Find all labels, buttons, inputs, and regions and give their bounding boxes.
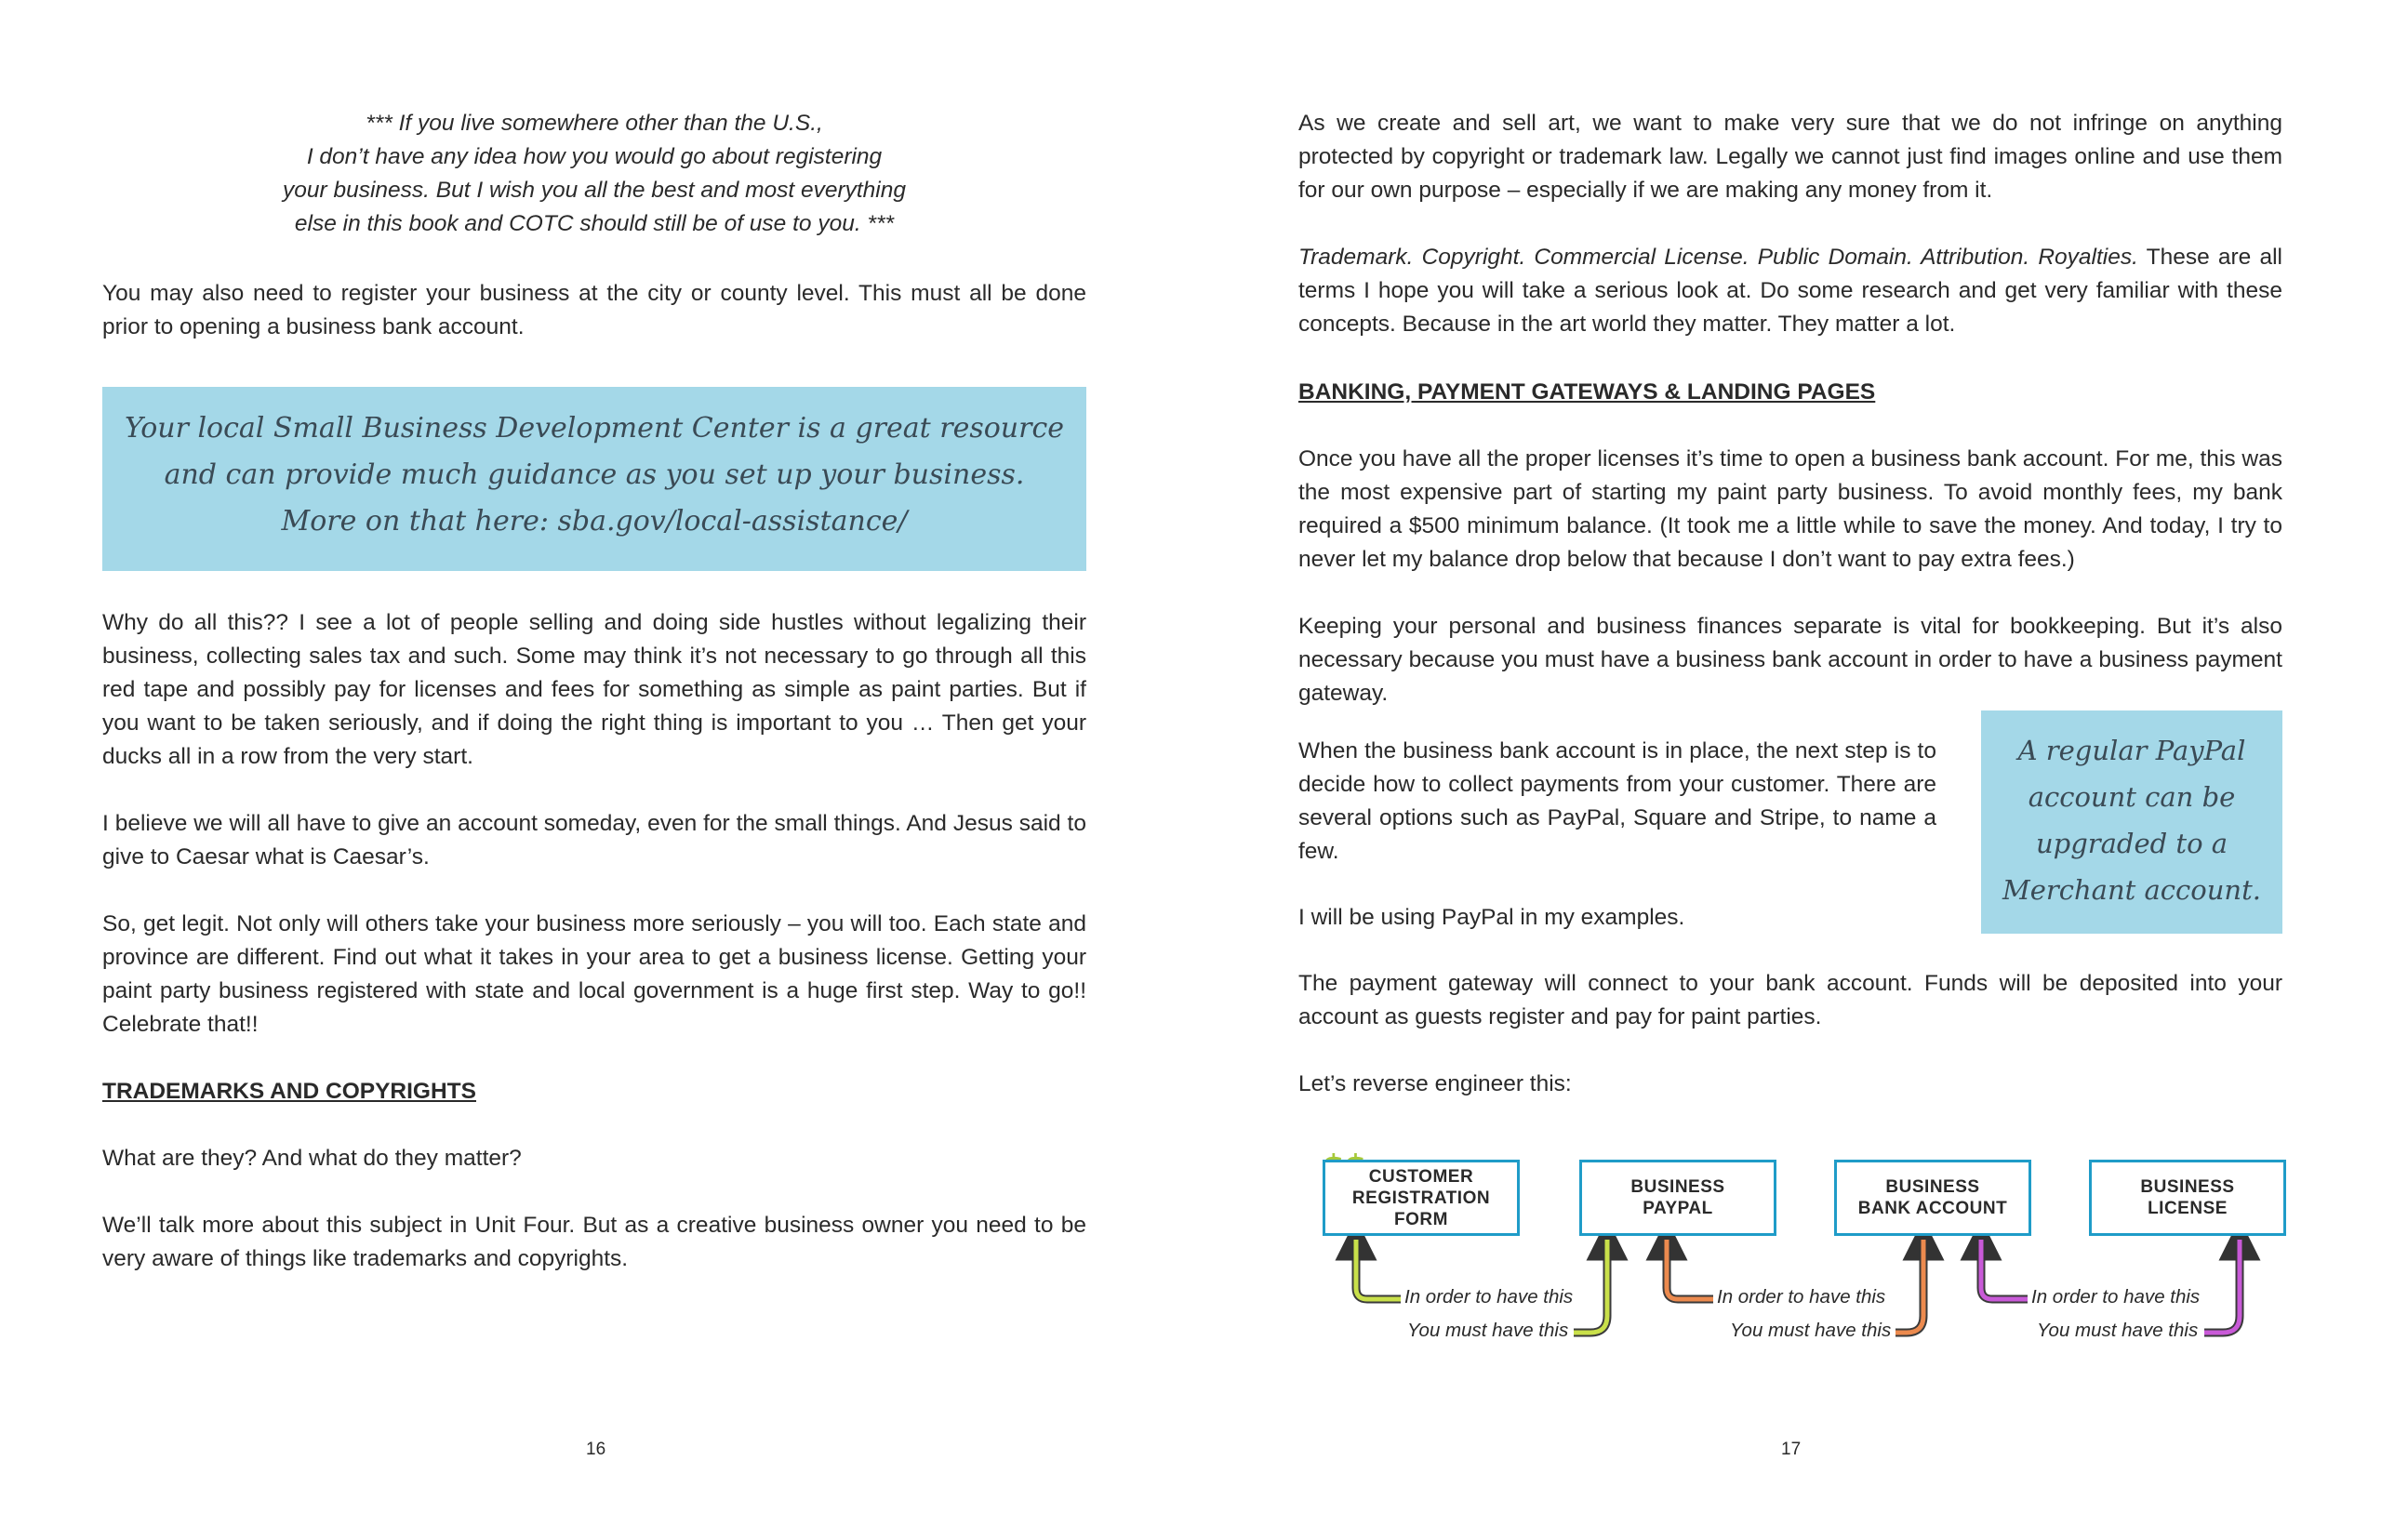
arrow-1-up-outline [1356,1240,1401,1299]
box-line: BUSINESS [1885,1177,1980,1197]
paragraph-terms [1298,241,2282,341]
callout-line: account can be [2028,781,2236,813]
paypal-callout [1981,710,2282,934]
box-line: BUSINESS [2140,1177,2235,1197]
box-customer-registration-form [1323,1160,1520,1236]
right-page [1190,0,2381,1540]
paragraph-why: Why do all this?? I see a lot of people selling and doing side hustles without legalizing their business, collecting sales tax and such. Some may think it’s not necessary to go through all this red tape and possibly pay for licenses and fees for something as simple as paint parties. But if you want to be taken seriously, and if doing the right thing is important to you … Then get your ducks all in a row from the very start. [102,610,1086,769]
paragraph-what: What are they? And what do they matter? [102,1146,522,1171]
sbdc-callout [102,387,1086,571]
arrow-3-up-outline [1667,1240,1713,1299]
note-must-have-2: You must have this [1730,1320,1892,1341]
left-page [0,0,1190,1540]
note-line: else in this book and COTC should still be of use to you. *** [294,211,895,236]
paragraph-legit: So, get legit. Not only will others take your business more seriously – you will too. Each state and province are different. Find out what it takes in your area to get a business license. Getting your paint party business registered with state and local government is a huge first step. Way to go!! Celebrate that!! [102,911,1086,1037]
paragraph-believe: I believe we will all have to give an account someday, even for the small things. And Jesus said to give to Caesar what is Caesar’s. [102,811,1086,870]
note-line: I don’t have any idea how you would go about registering [306,144,883,169]
box-business-license [2089,1160,2286,1236]
box-line: FORM [1394,1209,1448,1229]
callout-line: and can provide much guidance as you set up your business. [164,458,1025,491]
box-line: BANK ACCOUNT [1857,1199,2008,1218]
box-line: LICENSE [2148,1199,2228,1218]
note-must-have-1: You must have this [1407,1320,1569,1341]
arrow-5-up [1981,1240,2028,1299]
paragraph-personal: Keeping your personal and business finances separate is vital for bookkeeping. But it’s also necessary because you must have a business bank account in order to have a business payment gateway. [1298,614,2282,706]
callout-line: A regular PayPal [2017,735,2246,766]
paragraph-create: As we create and sell art, we want to make very sure that we do not infringe on anything protected by copyright or trademark law. Legally we cannot just find images online and use them for our own purpose – especially if we are making any money from it. [1298,111,2282,203]
callout-line: upgraded to a [2035,828,2228,859]
arrow-6-up-outline [2204,1240,2240,1333]
note-must-have-3: You must have this [2037,1320,2199,1341]
box-line: CUSTOMER [1368,1166,1474,1187]
note-line: *** If you live somewhere other than the U.S., [366,111,823,136]
arrow-3-up [1667,1240,1713,1299]
arrow-5-up-outline [1981,1240,2028,1299]
box-line: REGISTRATION [1351,1188,1491,1208]
heading-trademarks: TRADEMARKS AND COPYRIGHTS [102,1079,476,1104]
us-note [102,107,1086,241]
paragraph-gateway: The payment gateway will connect to your bank account. Funds will be deposited into your account as guests register and pay for paint parties. [1298,971,2282,1029]
arrow-2-up [1574,1240,1607,1333]
note-in-order-2: In order to have this [1717,1286,1886,1308]
note-line: your business. But I wish you all the best and most everything [282,178,907,203]
box-line: BUSINESS [1630,1177,1725,1197]
paragraph-register: You may also need to register your business at the city or county level. This must all be done prior to opening a business bank account. [102,281,1086,339]
arrow-4-up-outline [1895,1240,1923,1333]
note-in-order-3: In order to have this [2031,1286,2201,1308]
note-in-order-1: In order to have this [1404,1286,1574,1308]
paragraph-talk: We’ll talk more about this subject in Unit Four. But as a creative business owner you need to be very aware of things like trademarks and copyrights. [102,1213,1086,1271]
callout-line: Your local Small Business Development Center is a great resource [125,412,1064,445]
arrow-1-up [1356,1240,1401,1299]
paragraph-next-step: When the business bank account is in place, the next step is to decide how to collect payments from your customer. There are several options such as PayPal, Square and Stripe, to name a few. [1298,738,1936,864]
callout-line: Merchant account. [2002,874,2261,906]
box-business-paypal [1579,1160,1776,1236]
terms-rest: These are all terms I hope you will take a serious look at. Do some research and get very familiar with these concepts. Because in the art world they matter. They matter a lot. [1298,245,2282,337]
terms-italic: Trademark. Copyright. Commercial License. Public Domain. Attribution. Royalties. [1298,245,2138,270]
reverse-engineer-diagram [1311,1139,2297,1362]
heading-banking: BANKING, PAYMENT GATEWAYS & LANDING PAGES [1298,379,1876,405]
paragraph-licenses: Once you have all the proper licenses it’s time to open a business bank account. For me, this was the most expensive part of starting my paint party business. To avoid monthly fees, my bank required a $500 minimum balance. (It took me a little while to save the money. And today, I try to never let my balance drop below that because I don’t want to pay extra fees.) [1298,446,2282,572]
callout-line: More on that here: sba.gov/local-assistance/ [281,505,908,538]
paragraph-paypal: I will be using PayPal in my examples. [1298,905,1685,930]
page-number: 16 [586,1440,606,1459]
paragraph-reverse: Let’s reverse engineer this: [1298,1071,1572,1096]
box-business-bank-account [1834,1160,2031,1236]
arrow-2-up-outline [1574,1240,1607,1333]
box-line: PAYPAL [1643,1199,1713,1218]
page-number: 17 [1781,1440,1802,1459]
arrow-6-up [2204,1240,2240,1333]
